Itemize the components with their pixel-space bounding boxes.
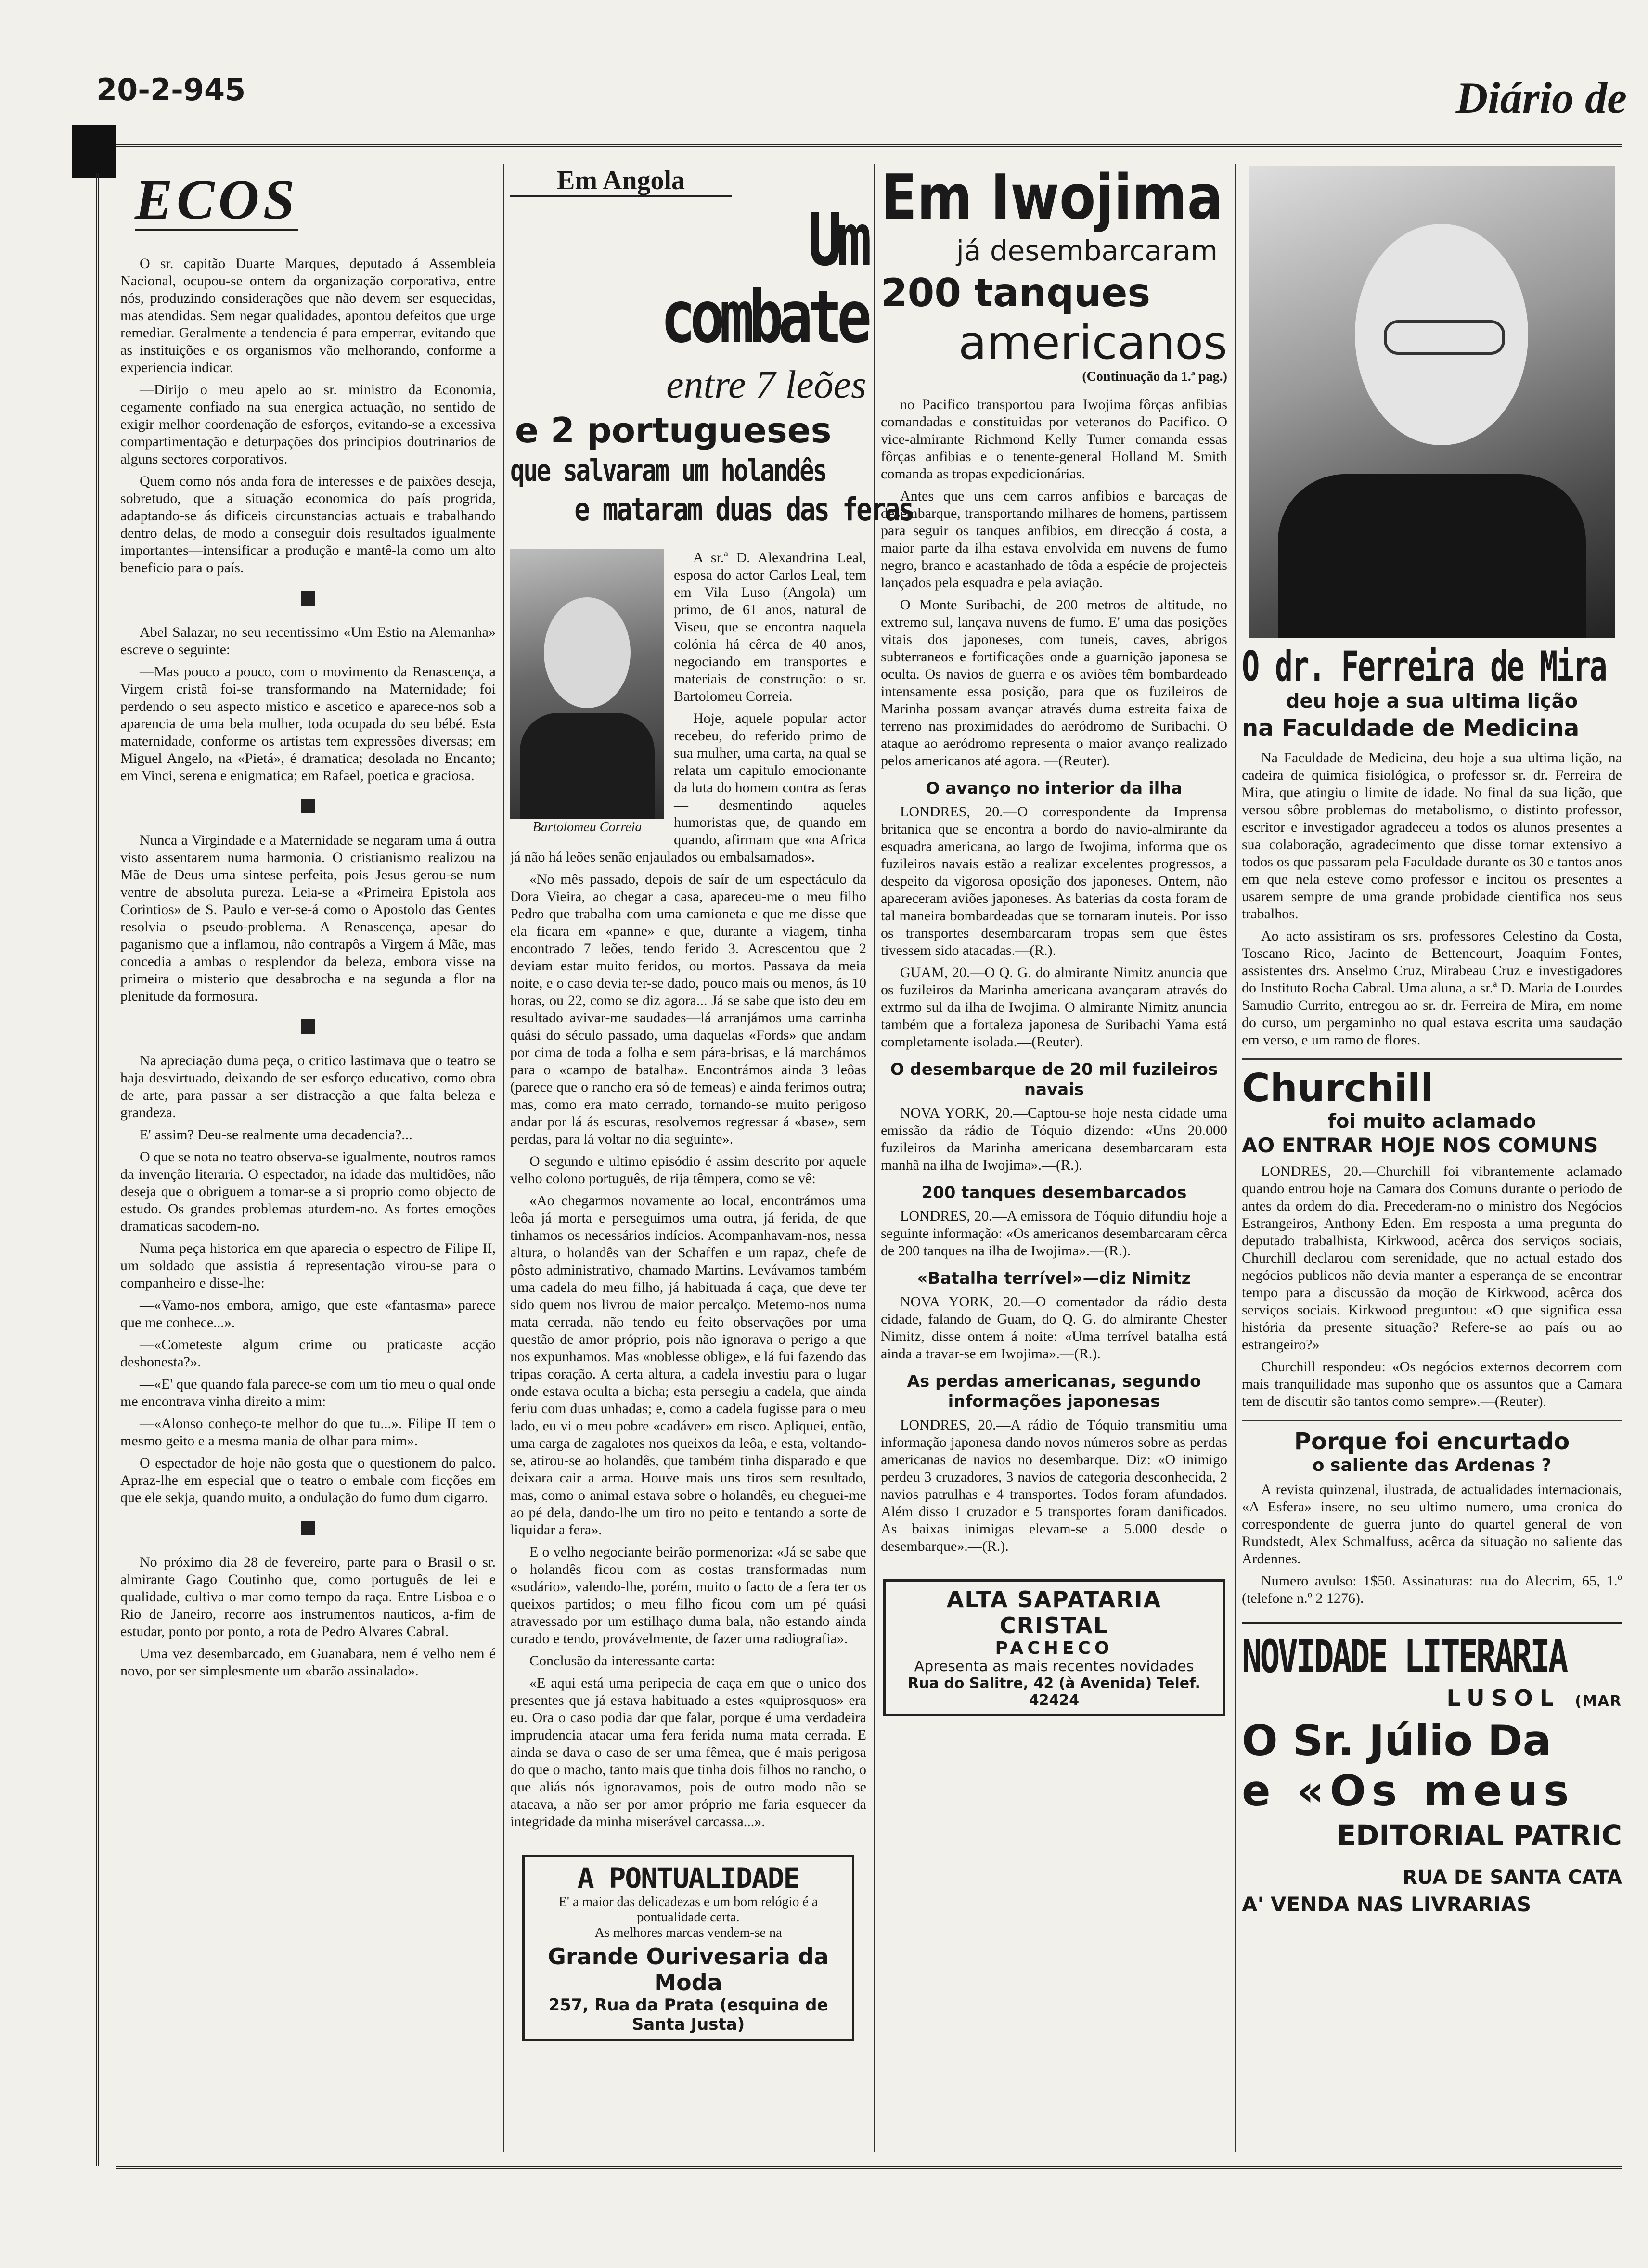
paragraph: O que se nota no teatro observa-se igualmente, noutros ramos da invenção literaria. O espectador, na idade das multidões, não deseja que o obriguem a tomar-se a si proprio como objecto de estudo. Os grandes problemas aturdem-no. As fortes emoções dramaticas sacodem-no. [120,1149,496,1234]
paragraph: Nunca a Virgindade e a Maternidade se negaram uma á outra visto assentarem numa harmonia. O cristianismo realizou na Mãe de Deus uma sintese perfeita, pois Jesus gerou-se num ventre de absoluta pureza. Leia-se a «Primeira Epistola aos Corintios» de S. Paulo e ver-se-á como o Apostolo das Gentes resolvia o pseudo-problema. A Renascença, apesar do paganismo que a inflamou, não contrapôs a Virgem á Mãe, mas concedia a ambas o resplendor da beleza, embora visse na primeira o misterio que desabrocha e na segunda a flor na plenitude da formosura. [120,832,496,1004]
advert-name: PACHECO [995,1638,1113,1658]
portrait-photo [510,549,664,838]
divider [1242,1420,1622,1421]
advert-editorial: EDITORIAL PATRIC [1337,1819,1622,1852]
subheading: «Batalha terrível»—diz Nimitz [917,1269,1191,1288]
paragraph: Churchill respondeu: «Os negócios externos decorrem com mais tranquilidade mas suponho que os assuntos que a Camara tem de discutir são tantos como sempre».—(Reuter). [1242,1359,1622,1409]
paragraph: O Monte Suribachi, de 200 metros de altitude, no extremo sul, lançava nuvens de fumo. E' uma das posições vitais dos japoneses, com tuneis, caves, abrigos subterraneos e fortificações onde a guarnição japonesa se oculta. Os navios de guerra e os aviões têm bombardeado intensamente essa posição, para que os fuzileiros de Marinha possam avançar através duma estreita faixa de terreno nas proximidades do aeródromo de Suribachi. O ataque ao aeródromo representa o maior avanço realizado pelos americanos até agora. —(Reuter). [881,597,1227,769]
advert-title: A PONTUALIDADE [577,1862,799,1894]
paragraph: Antes que uns cem carros anfibios e barcaças de desembarque, transportando milhares de homens, partissem para seguir os tanques anfibios, em direcção á costa, a maior parte da ilha estava envolvida em nuvens de fumo negro, branco e acastanhado de tôda a espécie de projecteis lançados pela esquadra e pela aviação. [881,488,1227,591]
paragraph: Na Faculdade de Medicina, deu hoje a sua ultima lição, na cadeira de quimica fisiológica, o professor sr. dr. Ferreira de Mira, que atingiu o limite de idade. No final da sua lição, que versou sôbre problemas do metabolismo, o distinto professor, escritor e investigador agradeceu a todos os alunos presentes a sua colaboração, agradecimento que disse tornar extensivo a todos os que passaram pela Faculdade durante os 30 e tantos anos em que nela esteve como professor e incitou os presentes a usarem sempre de uma grande probidade cientifica nos seus trabalhos. [1242,750,1622,922]
angola-subhead-2: e 2 portugueses [515,410,832,451]
iwojima-subhead-2: 200 tanques [881,271,1151,315]
column-rule-1 [503,164,504,2152]
paragraph: «Ao chegarmos novamente ao local, encontrámos uma leôa já morta e perseguimos uma outra, já ferida, de que tinhamos os necessários indícios. Acompanhavam-nos, nessa altura, o holandês van der Schaffen e um rapaz, chefe de pôsto administrativo, chamado Martins. Levávamos também uma cadela do meu filho, já habituada á caça, que deve ter sido quem nos livrou de maior percalço. Metemo-nos numa mata cerrada, não tendo eu feito observações por uma questão de amor próprio, pois não ignorava o perigo a que nos expunhamos. Mas «noblesse oblige», e lá fui fazendo das tripas coração. A certa altura, a cadela investiu para o lugar onde estava oculta a bicha; esta persegiu a cadela, que ainda feriu com duas unhadas; e, como a cadela fugisse para o meu lado, eu vi o meu pobre «cadáver» em risco. Apliquei, então, uma carga de zagalotes nos queixos da leôa, e esta, voltando-se, atirou-se ao holandês, que também tinha disparado e que deixara cair a arma. Houve mais uns tiros sem resultado, mas, como o animal estava sobre o holandês, eu cheguei-me ao pé dela, dando-lhe um tiro no peito e tentando a sorte de liquidar a fera». [510,1193,866,1538]
churchill-headline: Churchill [1242,1066,1434,1110]
angola-subhead-4: e mataram duas das feras [574,491,913,528]
novidade-advert [1242,1622,1622,1918]
paragraph: No próximo dia 28 de fevereiro, parte para o Brasil o sr. almirante Gago Coutinho que, como português de lei e qualidade, cultiva o mar como tempo da raça. Entre Lisboa e o Rio de Janeiro, recorre aos instrumentos nauticos, a-fim de estudar, ponto por ponto, a rota de Pedro Alvares Cabral. [120,1554,496,1639]
ecos-section-2 [120,624,496,785]
angola-body [510,549,866,1830]
ecos-section-4 [120,1052,496,1507]
advert-text: Apresenta as mais recentes novidades [914,1658,1194,1675]
right-column [1242,166,1622,2154]
paragraph: Abel Salazar, no seu recentissimo «Um Estio na Alemanha» escreve o seguinte: [120,624,496,657]
advert-title: ALTA SAPATARIA CRISTAL [946,1586,1162,1638]
angola-subhead-1: entre 7 leões [666,362,866,406]
section-separator [301,799,315,813]
advert-book-line-1: O Sr. Júlio Da [1242,1716,1551,1765]
angola-subhead-3: que salvaram um holandês [510,453,826,488]
ecos-title: ECOS [135,168,299,231]
paragraph: E o velho negociante beirão pormenoriza: «Já se sabe que o holandês ficou com as costas transformadas num «sudário», valendo-lhe, porém, muito o facto de a fera ter os queixos partidos; o meu filho ficou com um pé quási atravessado por um estilhaço duma bala, não estando ainda curado e tendo, provávelmente, de fazer uma radiografia». [510,1544,866,1647]
paragraph: O espectador de hoje não gosta que o questionem do palco. Apraz-lhe em especial que o teatro o embale com ficções em que ele sekja, quando muito, a ondulação do fumo dum cigarro. [120,1455,496,1506]
ecos-column [120,166,496,2154]
ecos-section-3 [120,832,496,1005]
paragraph: LONDRES, 20.—A rádio de Tóquio transmitiu uma informação japonesa dando novos números sobre as perdas americanas de navios no desembarque. Diz: «O inimigo perdeu 3 cruzadores, 3 navios de categoria desconhecida, 2 navios patrulhas e 4 transportes. Todos foram afundados. Além disso 1 cruzador e 5 transportes foram danificados. As baixas inimigas elevam-se a 5.000 desde o desembarque».—(R.). [881,1417,1227,1554]
mira-body [1242,749,1622,1049]
churchill-subhead-2: AO ENTRAR HOJE NOS COMUNS [1242,1134,1598,1157]
porque-subhead: o saliente das Ardenas ? [1312,1456,1552,1475]
angola-kicker: Em Angola [510,166,732,197]
corner-block [72,125,116,178]
advert-book-line-2: e «Os meus [1242,1766,1575,1816]
paragraph: NOVA YORK, 20.—O comentador da rádio desta cidade, falando de Guam, do Q. G. do almirante Chester Nimitz, disse ontem á noite: «Uma terrível batalha está ainda a travar-se em Iwojima».—(R.). [881,1294,1227,1362]
advert-title: NOVIDADE LITERARIA [1242,1631,1566,1683]
top-rule [116,144,1622,150]
advert-text: As melhores marcas vendem-se na [594,1925,782,1940]
subheading: As perdas americanas, segundo informações japonesas [907,1372,1201,1411]
publisher-suffix: (MAR [1575,1693,1622,1710]
paragraph: Conclusão da interessante carta: [529,1653,715,1669]
paragraph: O segundo e ultimo episódio é assim descrito por aquele velho colono português, de rija têmpera, como se vê: [510,1153,866,1186]
paragraph: Na apreciação duma peça, o critico lastimava que o teatro se haja desvirtuado, deixando de ser esforço educativo, como obra de arte, para passar a ser distracção a que falta beleza e grandeza. [120,1053,496,1121]
section-separator [301,1521,315,1535]
paragraph: —«E' que quando fala parece-se com um tio meu o qual onde me encontrava vinha direito a mim: [120,1376,496,1409]
paragraph: —«Vamo-nos embora, amigo, que este «fantasma» parece que me conhece...». [120,1297,496,1330]
paragraph: A sr.ª D. Alexandrina Leal, esposa do actor Carlos Leal, tem em Vila Luso (Angola) um primo, de 61 anos, natural de Viseu, que se encontra naquela colónia há cêrca de 40 anos, negociando em transportes e materiais de construção: o sr. Bartolomeu Correia. [674,550,866,704]
paragraph: —«Alonso conheço-te melhor do que tu...». Filipe II tem o mesmo geito e a mesma mania de olhar para mim». [120,1416,496,1449]
churchill-subhead-1: foi muito aclamado [1327,1110,1536,1133]
paragraph: LONDRES, 20.—Churchill foi vibrantemente aclamado quando entrou hoje na Camara dos Comuns durante o periodo de antes da ordem do dia. Precederam-no o ministro dos Negócios Estrangeiros, Anthony Eden. Em resposta a uma pregunta do deputado trabalhista, Kirkwood, acêrca dos serviços sociais, Churchill declarou com serenidade, que no actual estado dos negócios publicos não devia manter a esperança de se encontrar tempo para a discussão da moção de Kirkwood, acêrca dos serviços sociais. Kirkwood preguntou: «O que significa essa história da presente situação? Refere-se ao país ou ao estrangeiro?» [1242,1163,1622,1353]
paragraph: Numa peça historica em que aparecia o espectro de Filipe II, um soldado que assistia á representação virou-se para o companheiro e disse-lhe: [120,1240,496,1291]
paragraph: NOVA YORK, 20.—Captou-se hoje nesta cidade uma emissão da rádio de Tóquio dizendo: «Uns 20.000 fuzileiros da Marinha americana desembarcaram esta manhã na ilha de Iwojima».—(R.). [881,1105,1227,1173]
iwojima-subhead-3: americanos [958,316,1227,370]
ecos-section-5 [120,1554,496,1680]
column-rule-2 [874,164,875,2152]
paragraph: no Pacifico transportou para Iwojima fôrças anfibias comandadas e constituidas por veteranos do Pacifico. O vice-almirante Richmond Kelly Turner comanda essas fôrças anfibias e o tenente-general Holland M. Smith comanda as tropas expedicionárias. [881,397,1227,482]
divider [1242,1058,1622,1060]
paragraph: Quem como nós anda fora de interesses e de paixões deseja, sobretudo, que a situação economica do país progrida, adaptando-se ás dificeis circunstancias actuais e trabalhando dentro delas, de modo a conseguir dois resultados igualmente importantes—intensificar a produção e mantê-la como um alto beneficio para o país. [120,473,496,576]
paragraph: —Dirijo o meu apelo ao sr. ministro da Economia, cegamente confiado na sua energica actuação, no sentido de exigir melhor coordenação de esforços, evitando-se a excessiva compartimentação e deturpações dos principios doutrinarios de alguns sectores corporativos. [120,382,496,467]
subheading: O avanço no interior da ilha [926,779,1183,798]
iwojima-body [881,396,1227,1555]
portrait-image [510,549,664,819]
advert-address: 257, Rua da Prata (esquina de Santa Justa) [548,1996,828,2034]
advert-publisher [1242,1684,1622,1716]
advert-shop: Grande Ourivesaria da Moda [548,1944,829,1996]
paragraph: O sr. capitão Duarte Marques, deputado á Assembleia Nacional, ocupou-se ontem da organização corporativa, entre nós, produzindo considerações que não devem ser esquecidas, mas atendidas. Sem negar qualidades, apontou defeitos que urge remediar. Geralmente a tendencia é para emperrar, evitando que as instituições e os organismos vão melhorando, conforme a experiencia indicar. [120,256,496,375]
section-separator [301,1019,315,1034]
mira-headline: O dr. Ferreira de Mira [1242,643,1606,691]
publisher-name: LUSOL [1446,1685,1561,1711]
paragraph: «No mês passado, depois de saír de um espectáculo da Dora Vieira, ao chegar a casa, apareceu-me o meu filho Pedro que trabalha com uma camioneta e que me disse que ela ficara em «panne» e que, durante a viagem, tinha encontrado 7 leões, tendo ferido 3. Acrescentou que 2 deviam estar muito feridos, ou mortos. Passava da meia noite, e o caso devia ter-se dado, pouco mais ou menos, ás 10 horas, ou 22, como se diz agora... Já se sabe que isto deu em resultado avivar-me saudades—lá arranjámos uma carrinha quási do século passado, uma daquelas «Fords» que andam por cima de toda a folha e sem pára-brisas, e lá marchámos para o «campo de batalha». Encontrámos ainda 3 leôas (parece que o rancho era só de femeas) e ainda ferimos outra; mas, como era mato cerrado, tornando-se muito perigoso andar por lá ás escuras, resolvemos regressar á «base», sem perdas, para lá voltar no dia seguinte». [510,871,866,1147]
mira-subhead-2: na Faculdade de Medicina [1242,715,1580,742]
paragraph: LONDRES, 20.—O correspondente da Imprensa britanica que se encontra a bordo do navio-almirante da esquadra americana, ao largo de Iwojima, informa que os fuzileiros navais estão a realizar excelentes progressos, a despeito da vigorosa oposição dos japoneses. Ontem, não apareceram aviões japoneses. As baterias da costa foram de tal maneira bombardeadas que se tornaram inuteis. Por isso os transportes desembarcaram tropas sem que êstes tivessem sido atacadas.—(R.). [881,804,1227,958]
advert-street: RUA DE SANTA CATA [1402,1867,1622,1889]
continuation-note: (Continuação da 1.ª pag.) [1082,369,1227,384]
paragraph: —Mas pouco a pouco, com o movimento da Renascença, a Virgem cristã foi-se transformando na Maternidade; foi perdendo o seu aspecto mistico e ascetico e aparece-nos sob a aparencia de uma bela mulher, toda ocupada do seu bébé. Esta maternidade, conforme os artistas tem expressões diversas; em Miguel Angelo, na «Pietá», é dramatica; desolada no Encanto; em Vinci, serena e enigmatica; em Rafael, poetica e graciosa. [120,664,496,784]
advert-sale: A' VENDA NAS LIVRARIAS [1242,1893,1532,1916]
paragraph: Numero avulso: 1$50. Assinaturas: rua do Alecrim, 65, 1.º (telefone n.º 2 1276). [1242,1573,1622,1606]
bottom-rule [116,2166,1622,2172]
advert-address: Rua do Salitre, 42 (à Avenida) Telef. 42424 [908,1675,1200,1709]
ecos-section-1 [120,255,496,577]
sapataria-advert [883,1579,1225,1716]
page-header [96,72,1627,130]
paragraph: Hoje, aquele popular actor recebeu, do referido primo de sua mulher, uma carta, na qual se relata um capitulo emocionante da luta do homem contra as feras — desmentindo aqueles humoristas que, de quando em quando, afirmam que «na Africa já não há leões senão enjaulados ou embalsamados». [510,710,866,865]
porque-body [1242,1481,1622,1607]
angola-headline: Um combate [660,198,866,359]
paragraph: GUAM, 20.—O Q. G. do almirante Nimitz anuncia que os fuzileiros da Marinha americana avançaram através do extrmo sul da ilha de Iwojima. O almirante Nimitz anuncia também que a fortaleza japonesa de Suribachi Yama está completamente isolada.—(Reuter). [881,965,1227,1050]
masthead: Diário de [1455,73,1627,122]
issue-date: 20-2-945 [96,72,246,107]
subheading: O desembarque de 20 mil fuzileiros navais [890,1060,1218,1099]
paragraph: E' assim? Deu-se realmente uma decadencia?... [140,1127,412,1143]
pontualidade-advert [522,1855,854,2041]
iwojima-subhead-1: já desembarcaram [956,234,1218,267]
churchill-body [1242,1163,1622,1410]
section-separator [301,591,315,606]
paragraph: —«Cometeste algum crime ou praticaste acção deshonesta?». [120,1337,496,1370]
angola-column [510,166,913,2154]
photo-caption: Bartolomeu Correia [532,820,642,835]
ferreira-de-mira-photo [1249,166,1615,638]
paragraph: «E aqui está uma peripecia de caça em que o unico dos presentes que já estava habituado a estes «quiprosquos» era eu. Ora o caso podia dar que falar, porque é uma verdadeira imprudencia atacar uma fera ferida numa mata cerrada. E ainda se dava o caso de ser uma fêmea, que é mais perigosa do que o macho, tanto mais que tinha dois filhos no rancho, o que aliás nós ignoravamos, pois de outro modo não se atacava, a não ser por amor próprio me faria esquecer da integridade da minha miserável carcassa...». [510,1675,866,1830]
advert-text: E' a maior das delicadezas e um bom relógio é a pontualidade certa. [558,1894,818,1925]
paragraph: Uma vez desembarcado, em Guanabara, nem é velho nem é novo, por ser simplesmente um «barão assinalado». [120,1646,496,1679]
iwojima-column [881,162,1227,2154]
mira-subhead-1: deu hoje a sua ultima lição [1286,690,1578,712]
column-rule-3 [1235,164,1236,2152]
left-rule [96,173,99,2166]
subheading: 200 tanques desembarcados [921,1183,1187,1202]
porque-headline: Porque foi encurtado [1294,1428,1570,1455]
paragraph: LONDRES, 20.—A emissora de Tóquio difundiu hoje a seguinte informação: «Os americanos desembarcaram cêrca de 200 tanques na ilha de Iwojima».—(R.). [881,1208,1227,1259]
paragraph: Ao acto assistiram os srs. professores Celestino da Costa, Toscano Rico, Jacinto de Bettencourt, Joaquim Fontes, assistentes drs. Anselmo Cruz, Mirabeau Cruz e investigadores do Instituto Rocha Cabral. Uma aluna, a sr.ª D. Maria de Lourdes Samudio Currito, entregou ao sr. dr. Ferreira de Mira, em nome do curso, um pergaminho no qual estava escrita uma saudação em verso, e um ramo de flores. [1242,928,1622,1048]
iwojima-headline: Em Iwojima [881,162,1223,233]
paragraph: A revista quinzenal, ilustrada, de actualidades internacionais, «A Esfera» insere, no seu ultimo numero, uma cronica do correspondente de guerra junto do quartel general de von Rundstedt, Alex Schmalfuss, acêrca da situação no saliente das Ardennes. [1242,1482,1622,1567]
